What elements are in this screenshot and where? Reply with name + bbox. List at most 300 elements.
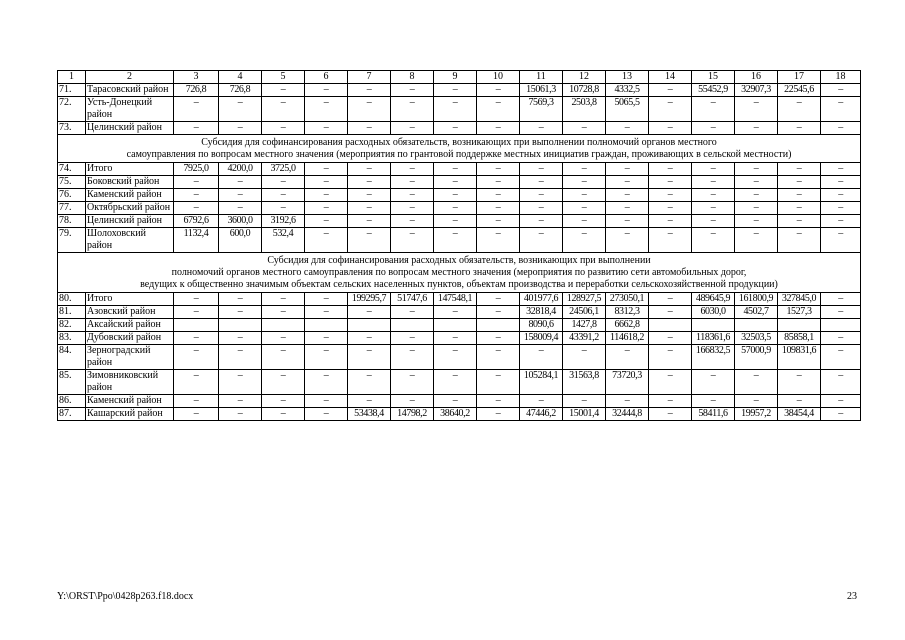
- section-row: [58, 253, 861, 293]
- value-cell: –: [778, 122, 821, 135]
- value-cell: 32818,4: [520, 306, 563, 319]
- value-cell: –: [305, 345, 348, 370]
- value-cell: –: [520, 122, 563, 135]
- section-title-line: Субсидия для софинансирования расходных обязательств, возникающих при выполнении: [267, 255, 651, 266]
- table-row: [58, 306, 861, 319]
- district-name: Итого: [86, 163, 174, 176]
- value-cell: –: [477, 215, 520, 228]
- value-cell: –: [174, 370, 219, 395]
- value-cell: –: [391, 202, 434, 215]
- table-row: [58, 319, 861, 332]
- column-number: 15: [692, 71, 735, 84]
- value-cell: 109831,6: [778, 345, 821, 370]
- value-cell: –: [348, 215, 391, 228]
- value-cell: –: [692, 163, 735, 176]
- value-cell: –: [305, 163, 348, 176]
- value-cell: [262, 319, 305, 332]
- value-cell: –: [477, 370, 520, 395]
- value-cell: –: [305, 215, 348, 228]
- value-cell: 7569,3: [520, 97, 563, 122]
- value-cell: 6030,0: [692, 306, 735, 319]
- value-cell: –: [434, 163, 477, 176]
- value-cell: –: [606, 215, 649, 228]
- value-cell: –: [477, 408, 520, 421]
- value-cell: –: [778, 163, 821, 176]
- value-cell: –: [262, 395, 305, 408]
- value-cell: –: [520, 215, 563, 228]
- column-number: 11: [520, 71, 563, 84]
- value-cell: –: [649, 163, 692, 176]
- value-cell: [821, 319, 861, 332]
- value-cell: –: [305, 293, 348, 306]
- value-cell: 53438,4: [348, 408, 391, 421]
- value-cell: –: [477, 84, 520, 97]
- row-index: 76.: [58, 189, 86, 202]
- value-cell: –: [735, 163, 778, 176]
- section-title-line: самоуправления по вопросам местного значения (мероприятия по грантовой поддержке местных инициатив граждан, проживающих в сельской местности): [126, 149, 792, 160]
- value-cell: –: [219, 189, 262, 202]
- value-cell: –: [563, 395, 606, 408]
- value-cell: –: [391, 370, 434, 395]
- district-name: Каменский район: [86, 395, 174, 408]
- value-cell: 4502,7: [735, 306, 778, 319]
- value-cell: –: [520, 189, 563, 202]
- value-cell: –: [391, 84, 434, 97]
- value-cell: –: [606, 202, 649, 215]
- value-cell: –: [778, 97, 821, 122]
- value-cell: –: [649, 202, 692, 215]
- value-cell: 5065,5: [606, 97, 649, 122]
- value-cell: 1427,8: [563, 319, 606, 332]
- column-number: 6: [305, 71, 348, 84]
- value-cell: –: [174, 306, 219, 319]
- value-cell: –: [649, 293, 692, 306]
- value-cell: –: [563, 228, 606, 253]
- district-name: Целинский район: [86, 122, 174, 135]
- value-cell: –: [778, 395, 821, 408]
- district-name: Шолоховский район: [86, 228, 174, 253]
- value-cell: –: [649, 84, 692, 97]
- value-cell: –: [649, 122, 692, 135]
- value-cell: –: [821, 395, 861, 408]
- value-cell: –: [563, 176, 606, 189]
- value-cell: –: [477, 122, 520, 135]
- value-cell: –: [348, 345, 391, 370]
- value-cell: 32907,3: [735, 84, 778, 97]
- table-row: [58, 122, 861, 135]
- value-cell: –: [348, 176, 391, 189]
- value-cell: –: [348, 332, 391, 345]
- value-cell: –: [219, 408, 262, 421]
- value-cell: –: [692, 97, 735, 122]
- value-cell: 327845,0: [778, 293, 821, 306]
- value-cell: –: [649, 228, 692, 253]
- value-cell: 8090,6: [520, 319, 563, 332]
- value-cell: –: [219, 122, 262, 135]
- value-cell: –: [477, 306, 520, 319]
- value-cell: –: [821, 293, 861, 306]
- value-cell: –: [219, 306, 262, 319]
- table-row: [58, 408, 861, 421]
- value-cell: –: [563, 189, 606, 202]
- value-cell: 3600,0: [219, 215, 262, 228]
- value-cell: –: [434, 345, 477, 370]
- value-cell: –: [606, 176, 649, 189]
- value-cell: –: [262, 97, 305, 122]
- value-cell: –: [821, 97, 861, 122]
- district-name: Аксайский район: [86, 319, 174, 332]
- row-index: 78.: [58, 215, 86, 228]
- column-number: 13: [606, 71, 649, 84]
- value-cell: 726,8: [219, 84, 262, 97]
- value-cell: –: [692, 228, 735, 253]
- column-number: 14: [649, 71, 692, 84]
- value-cell: 58411,6: [692, 408, 735, 421]
- value-cell: –: [821, 306, 861, 319]
- table-row: [58, 97, 861, 122]
- value-cell: –: [735, 176, 778, 189]
- value-cell: –: [520, 345, 563, 370]
- value-cell: –: [778, 189, 821, 202]
- value-cell: –: [520, 228, 563, 253]
- value-cell: –: [219, 370, 262, 395]
- value-cell: –: [649, 395, 692, 408]
- value-cell: 73720,3: [606, 370, 649, 395]
- value-cell: 4332,5: [606, 84, 649, 97]
- value-cell: –: [391, 306, 434, 319]
- value-cell: –: [174, 97, 219, 122]
- value-cell: –: [348, 122, 391, 135]
- value-cell: –: [735, 228, 778, 253]
- value-cell: –: [219, 395, 262, 408]
- table-row: [58, 202, 861, 215]
- district-name: Азовский район: [86, 306, 174, 319]
- value-cell: –: [520, 176, 563, 189]
- value-cell: –: [778, 215, 821, 228]
- value-cell: 489645,9: [692, 293, 735, 306]
- value-cell: –: [174, 332, 219, 345]
- value-cell: –: [735, 202, 778, 215]
- value-cell: –: [563, 163, 606, 176]
- table-row: [58, 293, 861, 306]
- value-cell: 15061,3: [520, 84, 563, 97]
- value-cell: 32503,5: [735, 332, 778, 345]
- column-number: 12: [563, 71, 606, 84]
- value-cell: –: [735, 215, 778, 228]
- value-cell: –: [649, 332, 692, 345]
- value-cell: –: [735, 395, 778, 408]
- row-index: 86.: [58, 395, 86, 408]
- value-cell: 32444,8: [606, 408, 649, 421]
- value-cell: –: [348, 189, 391, 202]
- table-body: [58, 71, 861, 421]
- value-cell: 166832,5: [692, 345, 735, 370]
- value-cell: 401977,6: [520, 293, 563, 306]
- value-cell: 19957,2: [735, 408, 778, 421]
- value-cell: –: [735, 189, 778, 202]
- value-cell: 85858,1: [778, 332, 821, 345]
- value-cell: 105284,1: [520, 370, 563, 395]
- value-cell: –: [692, 370, 735, 395]
- value-cell: –: [735, 122, 778, 135]
- page-number: 23: [847, 591, 857, 602]
- value-cell: –: [305, 370, 348, 395]
- value-cell: –: [305, 97, 348, 122]
- table-row: [58, 345, 861, 370]
- value-cell: 161800,9: [735, 293, 778, 306]
- column-number: 17: [778, 71, 821, 84]
- value-cell: –: [477, 97, 520, 122]
- value-cell: –: [219, 176, 262, 189]
- value-cell: 2503,8: [563, 97, 606, 122]
- value-cell: –: [174, 408, 219, 421]
- section-title: [58, 253, 861, 293]
- district-name: Итого: [86, 293, 174, 306]
- district-name: Кашарский район: [86, 408, 174, 421]
- value-cell: –: [434, 370, 477, 395]
- value-cell: –: [735, 97, 778, 122]
- table-row: [58, 370, 861, 395]
- value-cell: –: [477, 163, 520, 176]
- district-name: Дубовский район: [86, 332, 174, 345]
- value-cell: –: [477, 332, 520, 345]
- value-cell: –: [391, 395, 434, 408]
- row-index: 74.: [58, 163, 86, 176]
- value-cell: –: [821, 202, 861, 215]
- value-cell: –: [391, 215, 434, 228]
- value-cell: –: [434, 189, 477, 202]
- district-name: Усть-Донецкий район: [86, 97, 174, 122]
- value-cell: –: [219, 202, 262, 215]
- value-cell: 158009,4: [520, 332, 563, 345]
- value-cell: 532,4: [262, 228, 305, 253]
- value-cell: [391, 319, 434, 332]
- value-cell: –: [348, 395, 391, 408]
- column-number: 9: [434, 71, 477, 84]
- value-cell: –: [219, 345, 262, 370]
- value-cell: –: [692, 189, 735, 202]
- value-cell: –: [262, 370, 305, 395]
- value-cell: –: [434, 97, 477, 122]
- value-cell: –: [305, 395, 348, 408]
- value-cell: –: [778, 202, 821, 215]
- value-cell: 51747,6: [391, 293, 434, 306]
- row-index: 83.: [58, 332, 86, 345]
- value-cell: –: [174, 202, 219, 215]
- value-cell: 55452,9: [692, 84, 735, 97]
- value-cell: [219, 319, 262, 332]
- value-cell: –: [477, 228, 520, 253]
- value-cell: –: [520, 163, 563, 176]
- value-cell: –: [477, 293, 520, 306]
- value-cell: 4200,0: [219, 163, 262, 176]
- value-cell: 273050,1: [606, 293, 649, 306]
- section-title: [58, 135, 861, 163]
- value-cell: 3192,6: [262, 215, 305, 228]
- value-cell: –: [520, 395, 563, 408]
- value-cell: –: [174, 395, 219, 408]
- value-cell: [348, 319, 391, 332]
- value-cell: 3725,0: [262, 163, 305, 176]
- value-cell: –: [305, 84, 348, 97]
- value-cell: –: [219, 97, 262, 122]
- value-cell: 147548,1: [434, 293, 477, 306]
- value-cell: –: [434, 332, 477, 345]
- table-row: [58, 332, 861, 345]
- value-cell: [649, 319, 692, 332]
- row-index: 77.: [58, 202, 86, 215]
- value-cell: –: [778, 176, 821, 189]
- value-cell: 38454,4: [778, 408, 821, 421]
- row-index: 85.: [58, 370, 86, 395]
- value-cell: –: [563, 215, 606, 228]
- column-number: 7: [348, 71, 391, 84]
- value-cell: 43391,2: [563, 332, 606, 345]
- value-cell: –: [262, 293, 305, 306]
- value-cell: –: [348, 163, 391, 176]
- value-cell: –: [348, 202, 391, 215]
- value-cell: –: [391, 228, 434, 253]
- table-row: [58, 395, 861, 408]
- value-cell: 8312,3: [606, 306, 649, 319]
- value-cell: –: [434, 306, 477, 319]
- column-number: 1: [58, 71, 86, 84]
- value-cell: –: [606, 189, 649, 202]
- value-cell: 47446,2: [520, 408, 563, 421]
- value-cell: –: [649, 345, 692, 370]
- value-cell: 726,8: [174, 84, 219, 97]
- value-cell: –: [305, 122, 348, 135]
- value-cell: 15001,4: [563, 408, 606, 421]
- value-cell: –: [434, 215, 477, 228]
- value-cell: –: [692, 122, 735, 135]
- table-row: [58, 84, 861, 97]
- value-cell: –: [563, 202, 606, 215]
- row-index: 72.: [58, 97, 86, 122]
- value-cell: –: [391, 163, 434, 176]
- value-cell: –: [391, 345, 434, 370]
- value-cell: –: [348, 370, 391, 395]
- value-cell: [434, 319, 477, 332]
- district-name: Каменский район: [86, 189, 174, 202]
- value-cell: –: [735, 370, 778, 395]
- value-cell: [692, 319, 735, 332]
- value-cell: –: [649, 176, 692, 189]
- value-cell: –: [477, 189, 520, 202]
- value-cell: –: [262, 84, 305, 97]
- value-cell: –: [821, 228, 861, 253]
- value-cell: 24506,1: [563, 306, 606, 319]
- value-cell: –: [649, 97, 692, 122]
- value-cell: 31563,8: [563, 370, 606, 395]
- value-cell: –: [563, 122, 606, 135]
- section-title-line: полномочий органов местного самоуправления по вопросам местного значения (мероприятия по развитию сети автомобильных дорог,: [171, 267, 747, 278]
- value-cell: 38640,2: [434, 408, 477, 421]
- value-cell: 6662,8: [606, 319, 649, 332]
- value-cell: –: [305, 228, 348, 253]
- value-cell: [477, 319, 520, 332]
- value-cell: –: [262, 189, 305, 202]
- value-cell: –: [821, 163, 861, 176]
- value-cell: –: [692, 215, 735, 228]
- value-cell: –: [434, 122, 477, 135]
- value-cell: –: [649, 306, 692, 319]
- value-cell: –: [391, 189, 434, 202]
- value-cell: –: [348, 306, 391, 319]
- section-title-line: ведущих к общественно значимым объектам сельских населенных пунктов, объектам производства и переработки сельскохозяйственной продукции): [140, 279, 778, 290]
- value-cell: –: [606, 395, 649, 408]
- column-number: 16: [735, 71, 778, 84]
- value-cell: –: [477, 176, 520, 189]
- value-cell: –: [305, 332, 348, 345]
- row-index: 73.: [58, 122, 86, 135]
- value-cell: –: [692, 395, 735, 408]
- section-row: [58, 135, 861, 163]
- value-cell: [778, 319, 821, 332]
- value-cell: –: [219, 332, 262, 345]
- value-cell: [174, 319, 219, 332]
- value-cell: 22545,6: [778, 84, 821, 97]
- value-cell: –: [649, 408, 692, 421]
- column-number: 3: [174, 71, 219, 84]
- value-cell: –: [778, 370, 821, 395]
- value-cell: –: [434, 84, 477, 97]
- value-cell: –: [174, 345, 219, 370]
- value-cell: –: [692, 202, 735, 215]
- value-cell: –: [520, 202, 563, 215]
- value-cell: 7925,0: [174, 163, 219, 176]
- table-row: [58, 176, 861, 189]
- value-cell: 114618,2: [606, 332, 649, 345]
- value-cell: –: [305, 306, 348, 319]
- value-cell: –: [174, 293, 219, 306]
- row-index: 84.: [58, 345, 86, 370]
- value-cell: –: [477, 345, 520, 370]
- value-cell: –: [821, 345, 861, 370]
- value-cell: –: [649, 189, 692, 202]
- value-cell: –: [174, 122, 219, 135]
- value-cell: 118361,6: [692, 332, 735, 345]
- value-cell: –: [606, 122, 649, 135]
- value-cell: –: [821, 332, 861, 345]
- row-index: 82.: [58, 319, 86, 332]
- value-cell: –: [434, 202, 477, 215]
- section-title-line: Субсидия для софинансирования расходных обязательств, возникающих при выполнении полномочий органов местного: [201, 137, 717, 148]
- value-cell: –: [606, 345, 649, 370]
- value-cell: –: [821, 122, 861, 135]
- value-cell: –: [606, 163, 649, 176]
- data-table: [57, 70, 861, 421]
- district-name: Зимовниковский район: [86, 370, 174, 395]
- value-cell: 1132,4: [174, 228, 219, 253]
- district-name: Целинский район: [86, 215, 174, 228]
- value-cell: –: [649, 370, 692, 395]
- value-cell: –: [477, 395, 520, 408]
- value-cell: –: [262, 122, 305, 135]
- value-cell: –: [391, 97, 434, 122]
- column-number: 5: [262, 71, 305, 84]
- value-cell: –: [434, 176, 477, 189]
- district-name: Зерноградский район: [86, 345, 174, 370]
- value-cell: 14798,2: [391, 408, 434, 421]
- table-row: [58, 228, 861, 253]
- column-number: 4: [219, 71, 262, 84]
- value-cell: –: [262, 202, 305, 215]
- column-number: 2: [86, 71, 174, 84]
- value-cell: –: [391, 122, 434, 135]
- value-cell: –: [174, 189, 219, 202]
- value-cell: 1527,3: [778, 306, 821, 319]
